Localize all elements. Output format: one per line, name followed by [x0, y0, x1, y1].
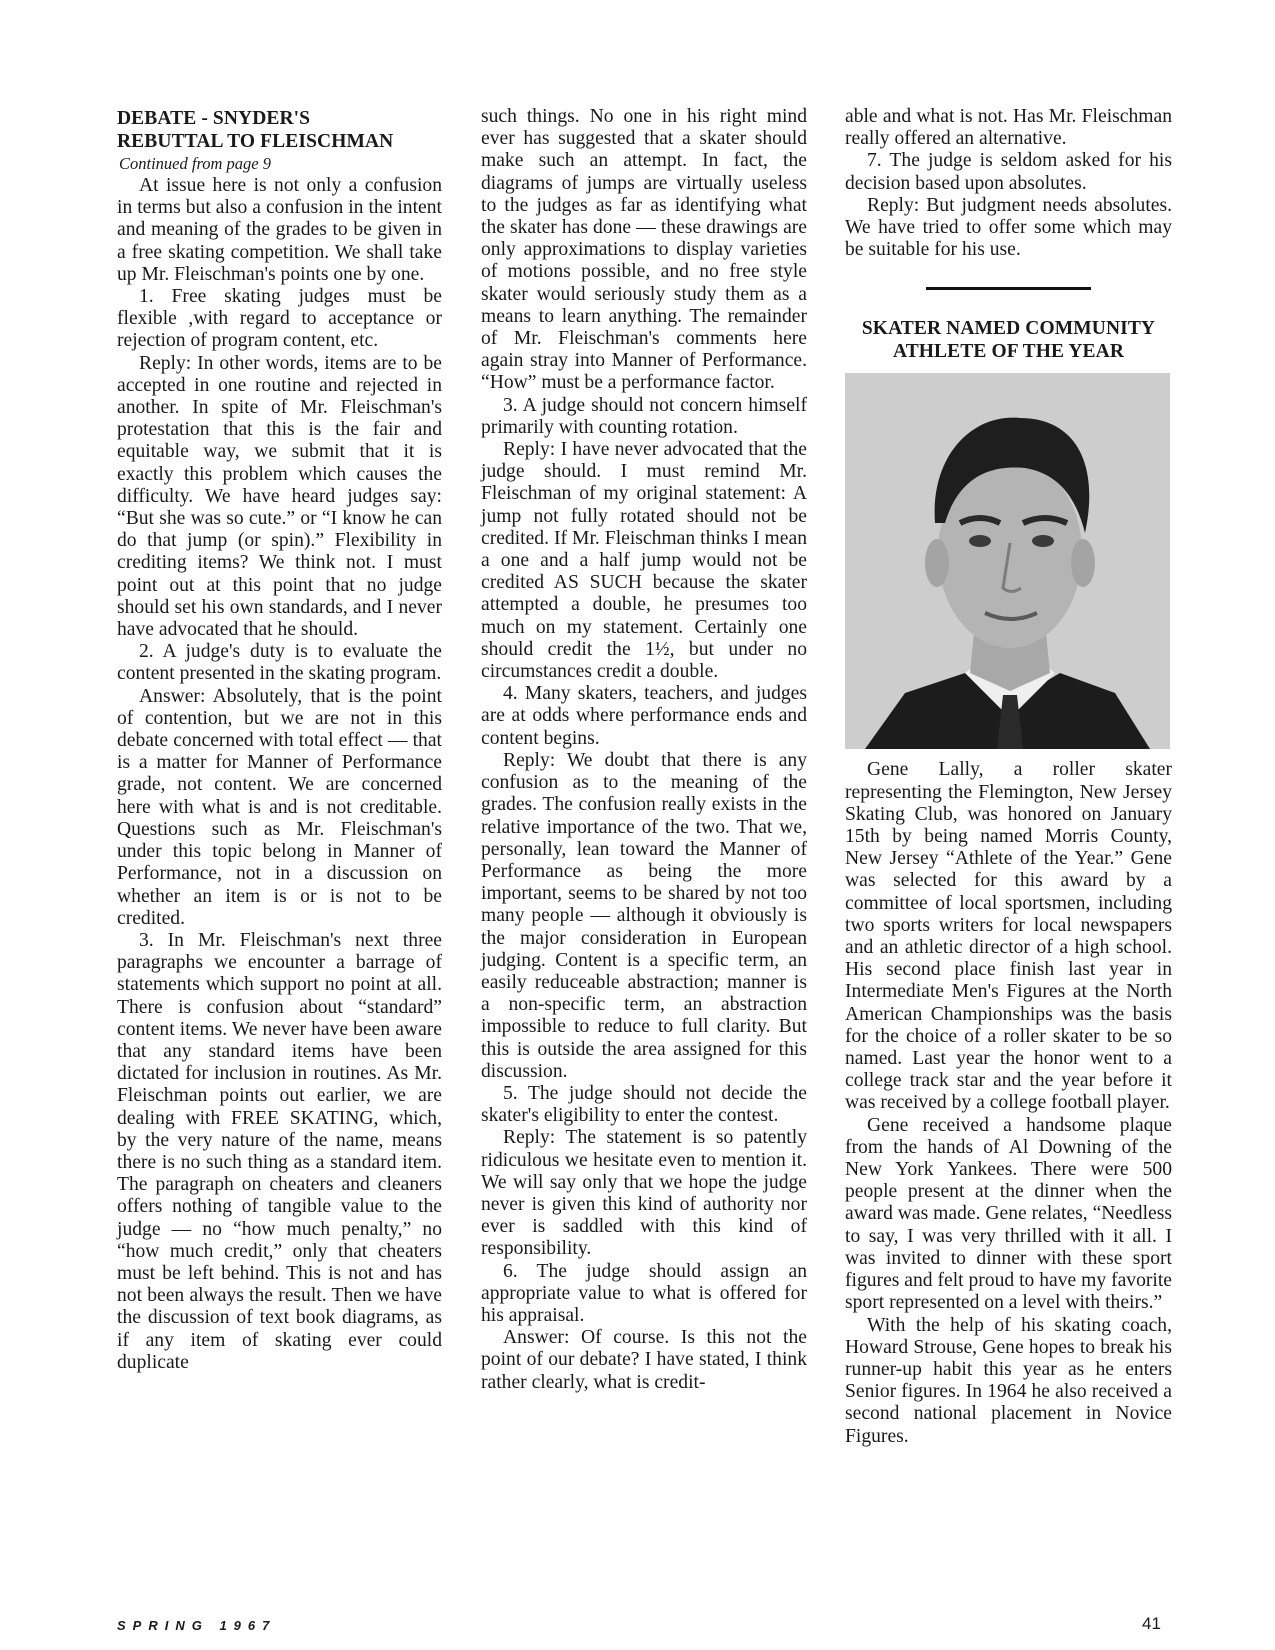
column-1	[117, 106, 442, 1374]
body-paragraph: 5. The judge should not decide the skater's eligibility to enter the contest.	[481, 1082, 807, 1127]
body-paragraph: Reply: In other words, items are to be accepted in one routine and rejected in another. In spite of Mr. Fleischman's protestation that this is the fair and equitable way, we submit that it is exactly this problem which causes the difficulty. We have heard judges say: “But she was so cute.” or “I know he can do that jump (or spin).” Flexibility in crediting items? We think not. I must point out at this point that no judge should set his own standards, and I never have advocated that he should.	[117, 352, 442, 641]
body-paragraph: Reply: The statement is so patently ridiculous we hesitate even to mention it. We will say only that we hope the judge never is given this kind of authority nor ever is saddled with this kind of responsibility.	[481, 1127, 807, 1260]
continued-note: Continued from page 9	[119, 154, 272, 173]
column-2	[481, 106, 807, 1394]
body-paragraph: such things. No one in his right mind ever has suggested that a skater should make such an attempt. In fact, the diagrams of jumps are virtually useless to the judges as far as identifying what the skater has done — these drawings are only approximations to display varieties of motions possible, and no free style skater would seriously study them as a means to learn anything. The remainder of Mr. Fleischman's comments here again stray into Manner of Performance. “How” must be a performance factor.	[481, 106, 807, 394]
article-title-line-2: REBUTTAL TO FLEISCHMAN	[117, 130, 394, 152]
body-paragraph: 7. The judge is seldom asked for his decision based upon absolutes.	[845, 150, 1172, 194]
body-paragraph: 4. Many skaters, teachers, and judges are at odds where performance ends and content begins.	[481, 683, 807, 749]
article-title-line-1: DEBATE - SNYDER'S	[117, 108, 311, 129]
body-paragraph: 1. Free skating judges must be flexible ,with regard to acceptance or rejection of program content, etc.	[117, 286, 442, 352]
body-paragraph: 3. A judge should not concern himself primarily with counting rotation.	[481, 394, 807, 438]
body-paragraph: With the help of his skating coach, Howard Strouse, Gene hopes to break his runner-up habit this year as he enters Senior figures. In 1964 he also received a second national placement in Novice Figures.	[845, 1314, 1172, 1447]
article-title	[117, 108, 442, 153]
article-title	[845, 318, 1172, 363]
body-paragraph: Gene received a handsome plaque from the hands of Al Downing of the New York Yankees. There were 500 people present at the dinner when the award was made. Gene relates, “Needless to say, I was very thrilled with it all. I was invited to dinner with these sport figures and felt proud to have my favorite sport represented on a level with theirs.”	[845, 1114, 1172, 1314]
body-paragraph: Reply: We doubt that there is any confusion as to the meaning of the grades. The confusion really exists in the relative importance of the two. That we, personally, lean toward the Manner of Performance as being the more important, seems to be shared by not too many people — although it obviously is the major consideration in European judging. Content is a specific term, an easily reduceable abstraction; manner is a non-specific term, an abstraction impossible to reduce to full clarity. But this is outside the area assigned for this discussion.	[481, 749, 807, 1082]
body-paragraph: Answer: Of course. Is this not the point of our debate? I have stated, I think rather clearly, what is credit-	[481, 1327, 807, 1393]
article-title-line-1: SKATER NAMED COMMUNITY	[861, 318, 1156, 340]
body-paragraph: Reply: I have never advocated that the judge should. I must remind Mr. Fleischman of my original statement: A jump not fully rotated should not be credited. If Mr. Fleischman thinks I mean a one and a half jump would not be credited AS SUCH because the skater attempted a double, he presumes too much on my statement. Certainly one should credit the 1½, but under no circumstances credit a double.	[481, 439, 807, 683]
page-number: 41	[1142, 1614, 1161, 1633]
body-paragraph: Reply: But judgment needs absolutes. We have tried to offer some which may be suitable for his use.	[845, 194, 1172, 261]
body-paragraph: At issue here is not only a confusion in terms but also a confusion in the intent and meaning of the grades to be given in a free skating competition. We shall take up Mr. Fleischman's points one by one.	[117, 175, 442, 285]
body-paragraph: 3. In Mr. Fleischman's next three paragraphs we encounter a barrage of statements which support no point at all. There is confusion about “standard” content items. We never have been aware that any standard items have been dictated for inclusion in routines. As Mr. Fleischman points out earlier, we are dealing with FREE SKATING, which, by the very nature of the name, means there is no such thing as a standard item. The paragraph on cheaters and cleaners offers nothing of tangible value to the judge — no “how much penalty,” no “how much credit,” only that cheaters must be left behind. This is not and has not been always the result. Then we have the discussion of text book diagrams, as if any item of skating ever could duplicate	[117, 929, 442, 1373]
issue-label: SPRING 1967	[117, 1618, 277, 1633]
portrait-illustration	[845, 373, 1170, 749]
section-divider	[926, 287, 1091, 290]
body-paragraph: 6. The judge should assign an appropriate value to what is offered for his appraisal.	[481, 1260, 807, 1326]
portrait-photo	[845, 373, 1170, 749]
body-paragraph: Gene Lally, a roller skater representing the Flemington, New Jersey Skating Club, was honored on January 15th by being named Morris County, New Jersey “Athlete of the Year.” Gene was selected for this award by a committee of local sportsmen, including two sports writers for local newspapers and an athletic director of a high school. His second place finish last year in Intermediate Men's Figures at the North American Championships was the basis for the choice of a roller skater to be so named. Last year the honor went to a college track star and the year before it was received by a college football player.	[845, 759, 1172, 1114]
column-3	[845, 106, 1172, 1448]
article-title-line-2: ATHLETE OF THE YEAR	[892, 340, 1125, 362]
body-paragraph: Answer: Absolutely, that is the point of contention, but we are not in this debate concerned with total effect — that is a matter for Manner of Performance grade, not content. We are concerned here with what is and is not creditable. Questions such as Mr. Fleischman's under this topic belong in Manner of Performance, not in a discussion on whether an item is or is not to be credited.	[117, 685, 442, 929]
body-paragraph: 2. A judge's duty is to evaluate the content presented in the skating program.	[117, 641, 442, 685]
body-paragraph: able and what is not. Has Mr. Fleischman really offered an alternative.	[845, 106, 1172, 150]
